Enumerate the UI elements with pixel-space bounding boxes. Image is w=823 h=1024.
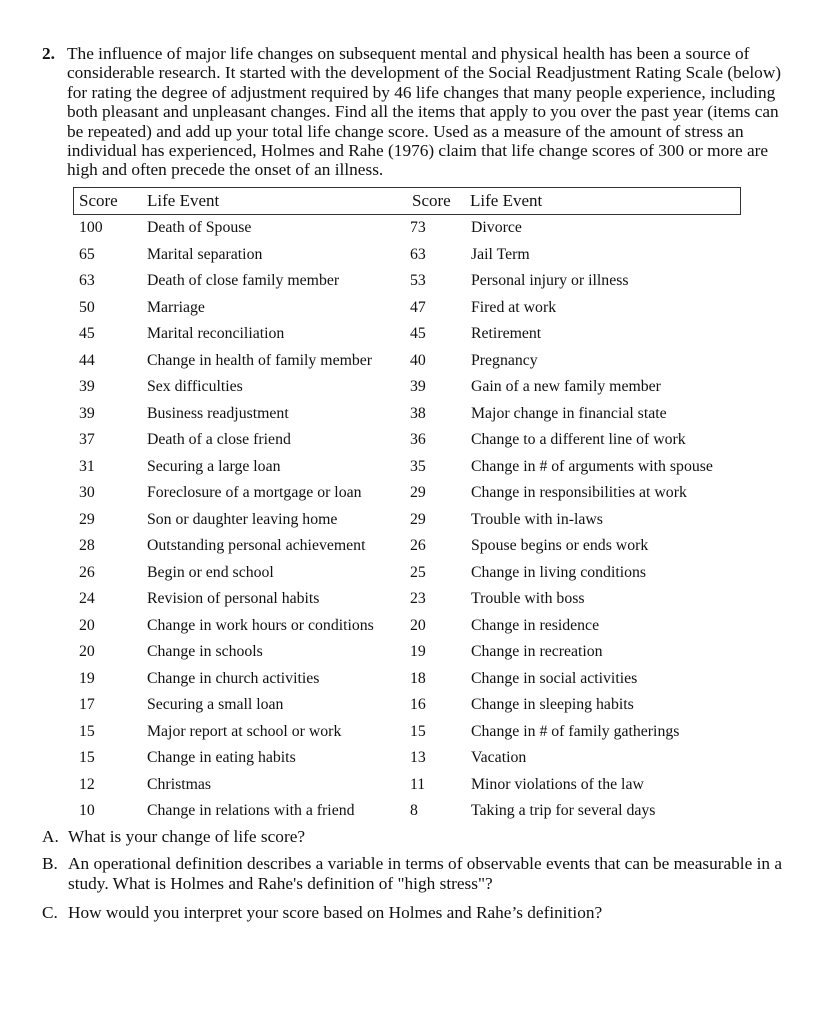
score-cell: 39 bbox=[79, 404, 95, 422]
header-life-event-1: Life Event bbox=[147, 191, 220, 210]
subquestion-text: An operational definition describes a variable in terms of observable events that can be measurable in a study. What is Holmes and Rahe's definition of "high stress"? bbox=[68, 854, 783, 893]
score-cell: 26 bbox=[79, 563, 95, 581]
life-event-cell: Change in recreation bbox=[471, 643, 603, 660]
score-cell: 53 bbox=[410, 272, 426, 289]
life-event-cell: Divorce bbox=[471, 219, 522, 236]
life-event-cell: Minor violations of the law bbox=[471, 775, 644, 793]
question-text: The influence of major life changes on subsequent mental and physical health has been a source of considerable research. It started with the development of the Social Readjustment Rating Scale (below) for rating the degree of adjustment required by 46 life changes that many people experience, including both pleasant and unpleasant changes. Find all the items that apply to you over the past year (items can be repeated) and add up your total life change score. Used as a measure of the amount of stress an individual has experienced, Holmes and Rahe (1976) claim that life change scores of 300 or more are high and often precede the onset of an illness. bbox=[67, 44, 782, 180]
score-cell: 12 bbox=[79, 775, 95, 793]
life-event-cell: Securing a small loan bbox=[147, 696, 284, 713]
life-event-cell: Marital separation bbox=[147, 245, 263, 263]
score-cell: 65 bbox=[79, 245, 95, 263]
table-row bbox=[0, 269, 823, 296]
life-event-cell: Begin or end school bbox=[147, 563, 274, 581]
life-event-cell: Change in health of family member bbox=[147, 351, 373, 369]
table-row bbox=[0, 667, 823, 694]
score-cell: 13 bbox=[410, 749, 426, 766]
subquestion-label: B. bbox=[42, 854, 58, 873]
table-header bbox=[73, 187, 741, 215]
question-number: 2. bbox=[42, 44, 55, 63]
life-event-cell: Vacation bbox=[471, 749, 527, 766]
table-row bbox=[0, 428, 823, 455]
score-cell: 73 bbox=[410, 219, 426, 236]
life-event-cell: Son or daughter leaving home bbox=[147, 510, 338, 528]
score-cell: 30 bbox=[79, 484, 95, 501]
life-event-cell: Revision of personal habits bbox=[147, 590, 320, 607]
score-cell: 16 bbox=[410, 696, 426, 713]
score-cell: 19 bbox=[79, 669, 95, 687]
score-cell: 45 bbox=[79, 325, 95, 342]
score-cell: 15 bbox=[410, 722, 426, 740]
score-cell: 35 bbox=[410, 457, 426, 475]
score-cell: 15 bbox=[79, 722, 95, 740]
life-event-cell: Change in living conditions bbox=[471, 563, 647, 581]
table-row bbox=[0, 746, 823, 773]
score-cell: 20 bbox=[79, 616, 95, 634]
table-row bbox=[0, 614, 823, 641]
table-row bbox=[0, 296, 823, 323]
table-row bbox=[0, 216, 823, 243]
score-cell: 20 bbox=[79, 643, 95, 660]
life-event-cell: Change in eating habits bbox=[147, 749, 296, 766]
score-cell: 10 bbox=[79, 802, 95, 819]
score-cell: 29 bbox=[410, 510, 426, 528]
score-cell: 37 bbox=[79, 431, 95, 448]
score-cell: 31 bbox=[79, 457, 95, 475]
subquestion-label: C. bbox=[42, 903, 58, 922]
life-event-cell: Gain of a new family member bbox=[471, 378, 661, 395]
table-row bbox=[0, 799, 823, 826]
life-event-cell: Major report at school or work bbox=[147, 722, 342, 740]
subquestion-text: What is your change of life score? bbox=[68, 827, 306, 846]
life-event-cell: Personal injury or illness bbox=[471, 272, 629, 289]
life-event-cell: Jail Term bbox=[471, 245, 530, 263]
subquestion-b bbox=[42, 854, 802, 893]
life-event-cell: Outstanding personal achievement bbox=[147, 537, 366, 554]
score-cell: 36 bbox=[410, 431, 426, 448]
score-cell: 18 bbox=[410, 669, 426, 687]
header-score-1: Score bbox=[79, 191, 118, 210]
life-event-cell: Securing a large loan bbox=[147, 457, 281, 475]
life-event-cell: Fired at work bbox=[471, 298, 557, 316]
life-event-cell: Change to a different line of work bbox=[471, 431, 686, 448]
life-event-cell: Trouble with boss bbox=[471, 590, 585, 607]
score-cell: 15 bbox=[79, 749, 95, 766]
subquestion-c bbox=[42, 903, 802, 923]
score-cell: 100 bbox=[79, 219, 103, 236]
life-event-cell: Marriage bbox=[147, 298, 205, 316]
score-cell: 47 bbox=[410, 298, 426, 316]
header-life-event-2: Life Event bbox=[470, 191, 543, 210]
life-event-cell: Change in relations with a friend bbox=[147, 802, 355, 819]
life-event-cell: Change in residence bbox=[471, 616, 600, 634]
table-row bbox=[0, 561, 823, 588]
score-cell: 63 bbox=[79, 272, 95, 289]
subquestion-text: How would you interpret your score based on Holmes and Rahe’s definition? bbox=[68, 903, 603, 922]
score-cell: 29 bbox=[410, 484, 426, 501]
score-cell: 38 bbox=[410, 404, 426, 422]
table-row bbox=[0, 534, 823, 561]
table-row bbox=[0, 481, 823, 508]
score-cell: 11 bbox=[410, 775, 426, 793]
life-event-cell: Death of close family member bbox=[147, 272, 340, 289]
score-cell: 20 bbox=[410, 616, 426, 634]
table-row bbox=[0, 243, 823, 270]
table-row bbox=[0, 693, 823, 720]
score-cell: 23 bbox=[410, 590, 426, 607]
life-event-cell: Business readjustment bbox=[147, 404, 289, 422]
subquestion-label: A. bbox=[42, 827, 59, 846]
life-event-cell: Change in schools bbox=[147, 643, 263, 660]
table-row bbox=[0, 455, 823, 482]
score-cell: 24 bbox=[79, 590, 95, 607]
life-event-cell: Trouble with in-laws bbox=[471, 510, 603, 528]
life-event-cell: Change in social activities bbox=[471, 669, 638, 687]
score-cell: 44 bbox=[79, 351, 95, 369]
table-row bbox=[0, 402, 823, 429]
score-cell: 40 bbox=[410, 351, 426, 369]
score-cell: 39 bbox=[410, 378, 426, 395]
score-cell: 19 bbox=[410, 643, 426, 660]
question-2 bbox=[42, 44, 794, 180]
header-score-2: Score bbox=[412, 191, 451, 210]
table-row bbox=[0, 322, 823, 349]
score-cell: 25 bbox=[410, 563, 426, 581]
table-row bbox=[0, 720, 823, 747]
table-row bbox=[0, 640, 823, 667]
life-event-cell: Change in # of family gatherings bbox=[471, 722, 680, 740]
life-event-cell: Sex difficulties bbox=[147, 378, 243, 395]
score-cell: 26 bbox=[410, 537, 426, 554]
life-event-cell: Foreclosure of a mortgage or loan bbox=[147, 484, 362, 501]
table-row bbox=[0, 349, 823, 376]
life-event-cell: Change in # of arguments with spouse bbox=[471, 457, 713, 475]
life-event-cell: Major change in financial state bbox=[471, 404, 667, 422]
score-cell: 63 bbox=[410, 245, 426, 263]
life-event-cell: Marital reconciliation bbox=[147, 325, 285, 342]
score-cell: 45 bbox=[410, 325, 426, 342]
table-row bbox=[0, 375, 823, 402]
life-event-cell: Change in responsibilities at work bbox=[471, 484, 687, 501]
table-row bbox=[0, 587, 823, 614]
life-event-cell: Spouse begins or ends work bbox=[471, 537, 649, 554]
score-cell: 39 bbox=[79, 378, 95, 395]
table-row bbox=[0, 773, 823, 800]
life-event-cell: Change in work hours or conditions bbox=[147, 616, 374, 634]
score-cell: 8 bbox=[410, 802, 418, 819]
score-cell: 28 bbox=[79, 537, 95, 554]
table-row bbox=[0, 508, 823, 535]
life-event-cell: Christmas bbox=[147, 775, 212, 793]
life-event-cell: Retirement bbox=[471, 325, 542, 342]
life-event-cell: Change in sleeping habits bbox=[471, 696, 634, 713]
score-cell: 17 bbox=[79, 696, 95, 713]
life-event-cell: Taking a trip for several days bbox=[471, 802, 656, 819]
score-cell: 29 bbox=[79, 510, 95, 528]
life-event-cell: Death of Spouse bbox=[147, 219, 252, 236]
subquestion-a bbox=[42, 827, 802, 847]
score-cell: 50 bbox=[79, 298, 95, 316]
life-event-cell: Death of a close friend bbox=[147, 431, 291, 448]
life-event-cell: Change in church activities bbox=[147, 669, 320, 687]
life-event-cell: Pregnancy bbox=[471, 351, 538, 369]
